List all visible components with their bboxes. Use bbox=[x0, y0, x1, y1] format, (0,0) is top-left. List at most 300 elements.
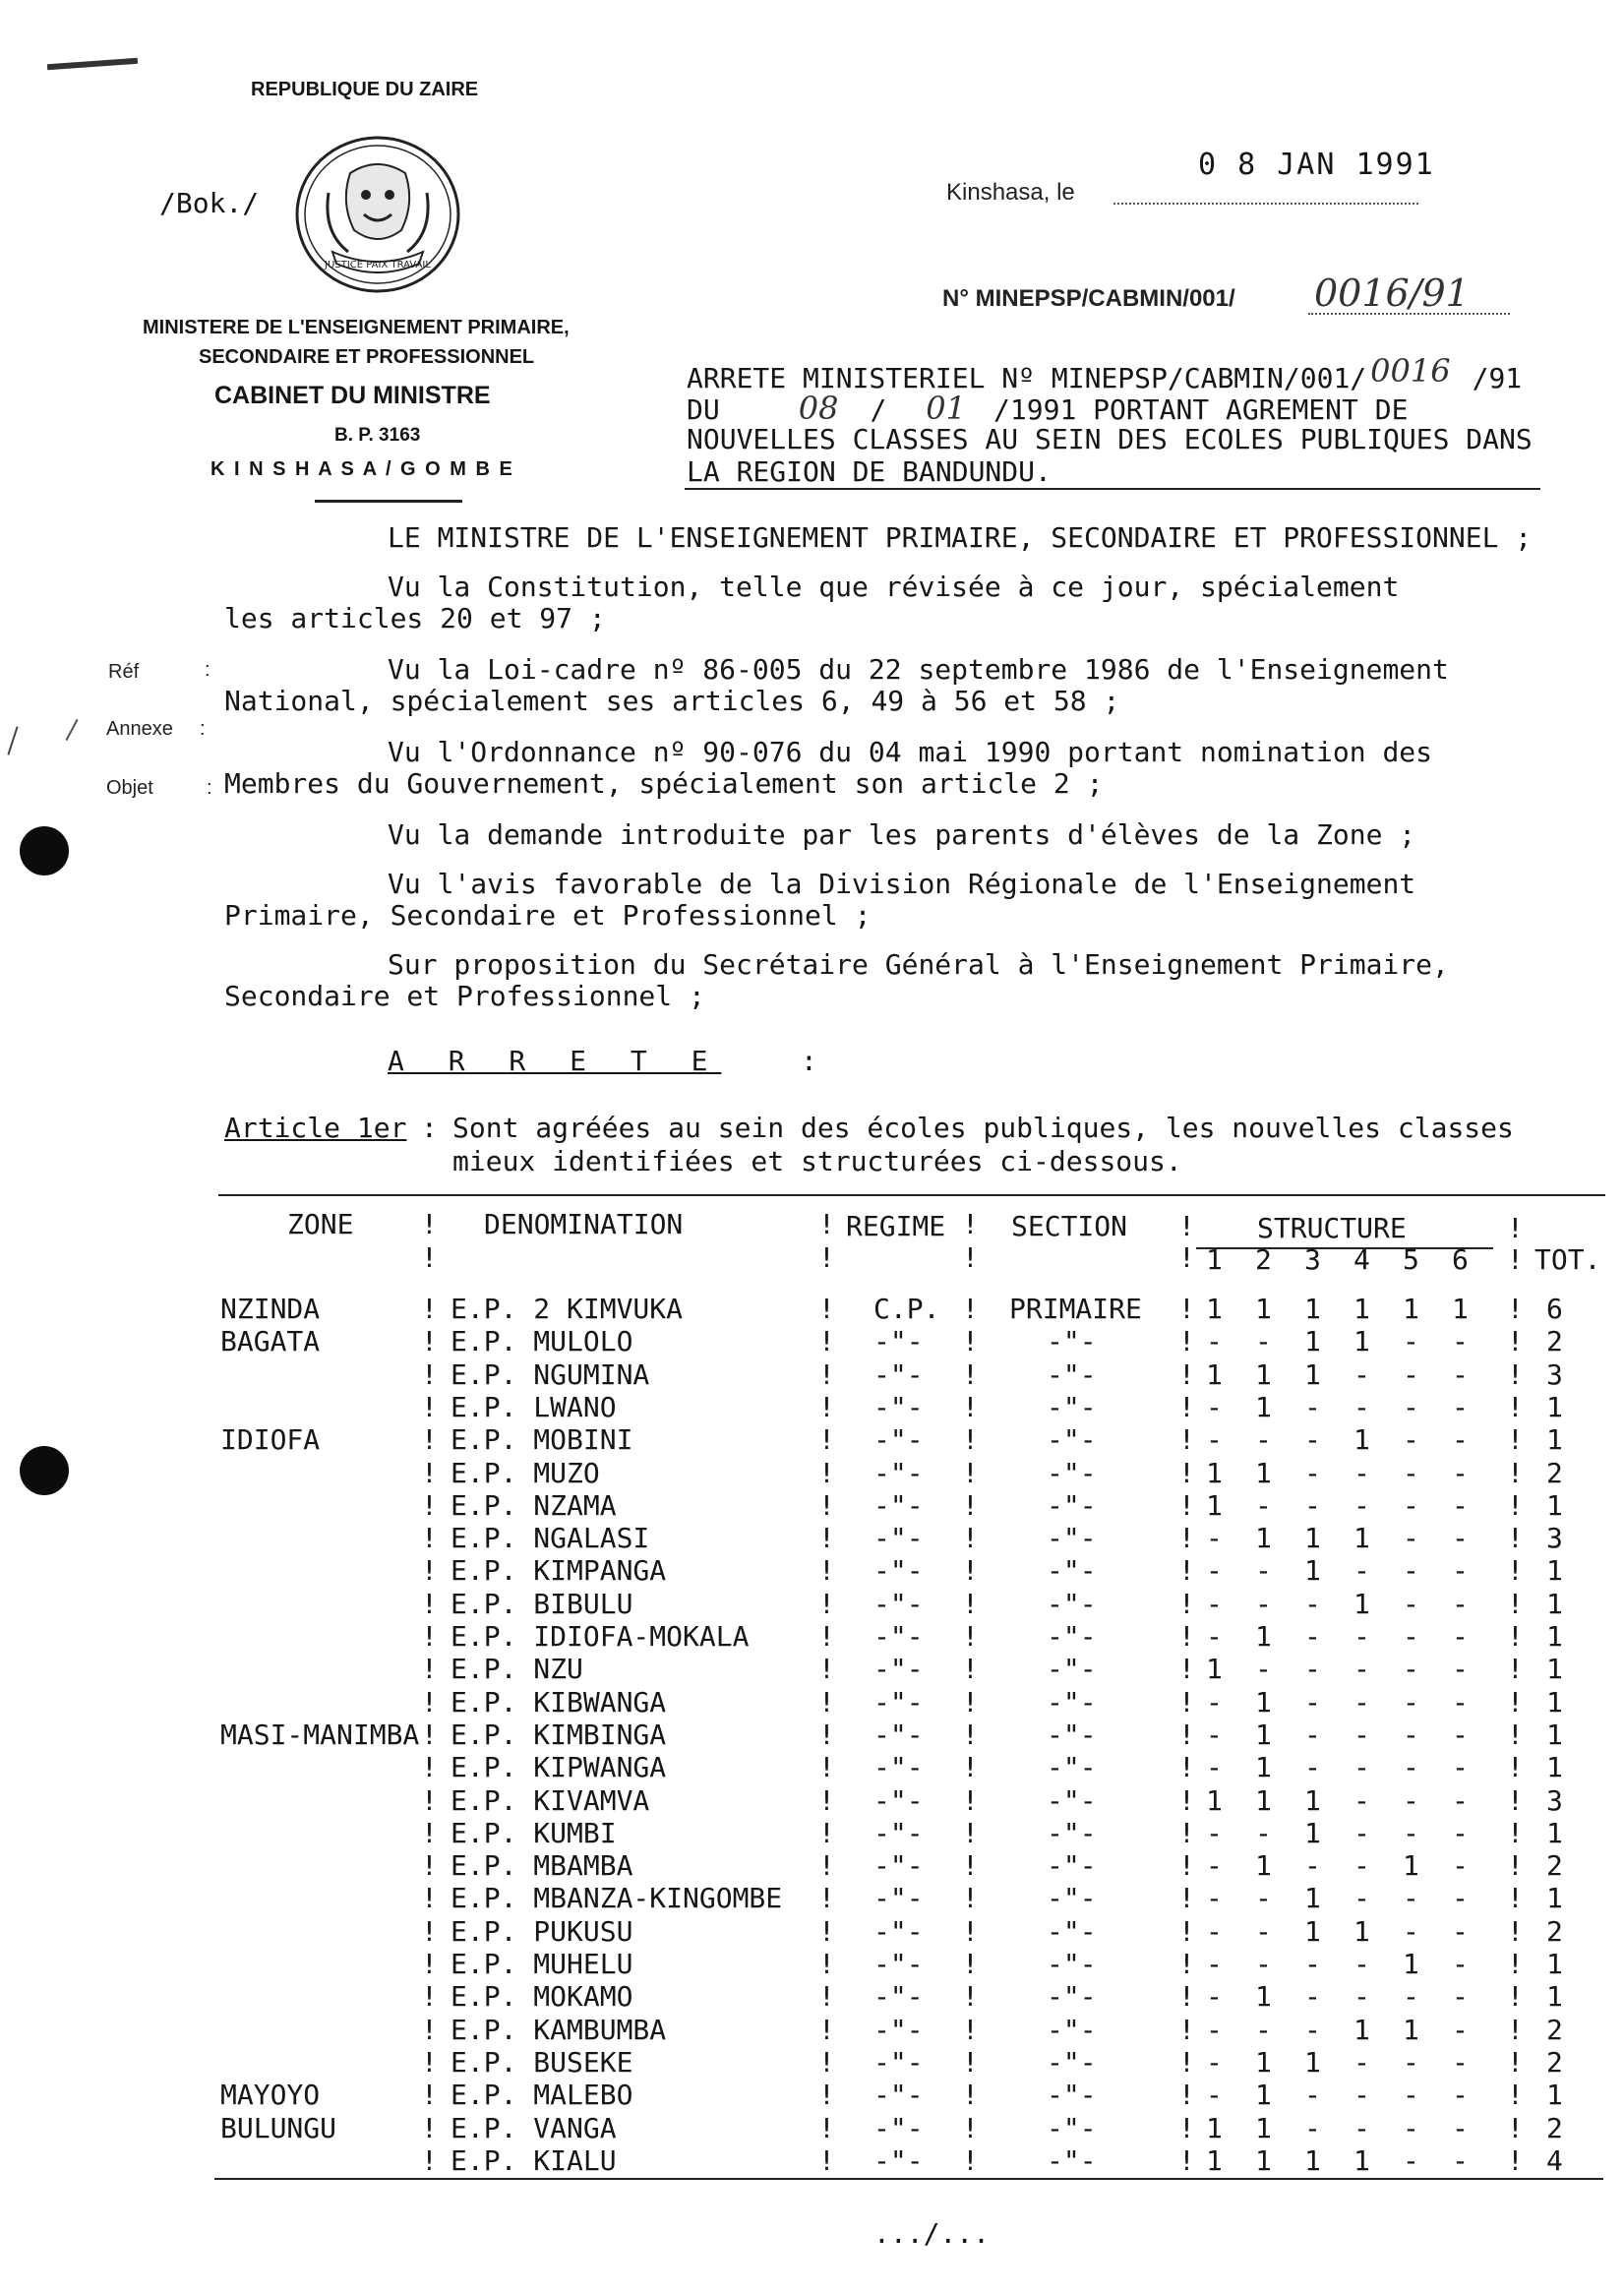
section-cell: -"- bbox=[1047, 1325, 1097, 1357]
article-colon: : bbox=[421, 1112, 438, 1144]
title-line-1-suffix: /91 bbox=[1472, 362, 1523, 394]
sep-cell: ! bbox=[1507, 2079, 1524, 2111]
total-cell: 2 bbox=[1546, 1325, 1563, 1357]
total-cell: 1 bbox=[1546, 1653, 1563, 1685]
sep-cell: ! bbox=[1178, 1325, 1195, 1357]
sep-cell: ! bbox=[962, 1588, 979, 1620]
sep-cell: ! bbox=[1178, 2112, 1195, 2144]
sep-cell: ! bbox=[1178, 2046, 1195, 2079]
structure-level-1-cell: - bbox=[1206, 1915, 1223, 1948]
structure-level-6-cell: - bbox=[1452, 1554, 1469, 1587]
sep-cell: ! bbox=[1507, 1686, 1524, 1719]
sep-cell: ! bbox=[818, 1980, 835, 2013]
margin-pen-mark bbox=[7, 726, 18, 754]
sep-cell: ! bbox=[1507, 1948, 1524, 1980]
structure-level-6-cell: - bbox=[1452, 1489, 1469, 1522]
place-date-dots bbox=[1113, 203, 1418, 205]
header-sep-2b: ! bbox=[818, 1241, 835, 1274]
preamble-1b: les articles 20 et 97 ; bbox=[224, 602, 606, 634]
arrete-heading: A R R E T E bbox=[388, 1045, 722, 1077]
sep-cell: ! bbox=[818, 1817, 835, 1849]
structure-level-5-cell: 1 bbox=[1403, 2014, 1419, 2046]
structure-level-5-cell: - bbox=[1403, 1719, 1419, 1751]
structure-level-2-cell: - bbox=[1255, 1325, 1272, 1357]
structure-level-6-cell: - bbox=[1452, 1948, 1469, 1980]
total-cell: 1 bbox=[1546, 1980, 1563, 2013]
section-cell: -"- bbox=[1047, 1948, 1097, 1980]
sep-cell: ! bbox=[962, 2014, 979, 2046]
header-sep-4: ! bbox=[1178, 1210, 1195, 1242]
structure-level-5-cell: - bbox=[1403, 1980, 1419, 2013]
denomination-cell: E.P. KIMPANGA bbox=[451, 1554, 667, 1587]
regime-cell: -"- bbox=[873, 1686, 924, 1719]
denomination-cell: E.P. LWANO bbox=[451, 1391, 617, 1423]
structure-level-3-cell: 1 bbox=[1304, 1554, 1321, 1587]
sep-cell: ! bbox=[1178, 1719, 1195, 1751]
structure-level-4-cell: - bbox=[1353, 1849, 1370, 1882]
structure-level-1-cell: 1 bbox=[1206, 1653, 1223, 1685]
section-cell: -"- bbox=[1047, 2144, 1097, 2177]
total-cell: 2 bbox=[1546, 2014, 1563, 2046]
table-bottom-rule bbox=[214, 2178, 1603, 2180]
structure-level-6-cell: - bbox=[1452, 1817, 1469, 1849]
regime-cell: -"- bbox=[873, 1948, 924, 1980]
structure-level-2-cell: 1 bbox=[1255, 1719, 1272, 1751]
structure-level-2-cell: 1 bbox=[1255, 2112, 1272, 2144]
sep-cell: ! bbox=[962, 1948, 979, 1980]
preamble-4: Vu la demande introduite par les parents d'élèves de la Zone ; bbox=[388, 818, 1416, 851]
structure-level-6-cell: - bbox=[1452, 1751, 1469, 1783]
structure-level-5-cell: - bbox=[1403, 1882, 1419, 1914]
denomination-cell: E.P. NGALASI bbox=[451, 1522, 650, 1554]
preamble-5a: Vu l'avis favorable de la Division Régionale de l'Enseignement bbox=[388, 868, 1416, 900]
title-day-handwritten: 08 bbox=[798, 390, 839, 427]
section-cell: -"- bbox=[1047, 2112, 1097, 2144]
denomination-cell: E.P. KIPWANGA bbox=[451, 1751, 667, 1783]
sep-cell: ! bbox=[818, 1653, 835, 1685]
structure-level-5-cell: - bbox=[1403, 1554, 1419, 1587]
zone-cell: IDIOFA bbox=[220, 1423, 321, 1456]
structure-level-6-cell: - bbox=[1452, 1719, 1469, 1751]
side-label-ref: Réf bbox=[108, 661, 140, 683]
sep-cell: ! bbox=[1178, 1784, 1195, 1817]
total-cell: 2 bbox=[1546, 2046, 1563, 2079]
sep-cell: ! bbox=[962, 1817, 979, 1849]
structure-level-2-cell: 1 bbox=[1255, 1358, 1272, 1391]
sep-cell: ! bbox=[962, 1489, 979, 1522]
structure-level-3-cell: 1 bbox=[1304, 1817, 1321, 1849]
section-cell: -"- bbox=[1047, 1554, 1097, 1587]
denomination-cell: E.P. MOKAMO bbox=[451, 1980, 633, 2013]
structure-level-1-cell: 1 bbox=[1206, 2144, 1223, 2177]
margin-pen-mark-2 bbox=[65, 719, 78, 741]
sep-cell: ! bbox=[421, 1325, 438, 1357]
sep-cell: ! bbox=[1178, 1588, 1195, 1620]
sep-cell: ! bbox=[1507, 1719, 1524, 1751]
structure-level-1-cell: - bbox=[1206, 2046, 1223, 2079]
structure-level-2-cell: 1 bbox=[1255, 1293, 1272, 1325]
structure-level-2-cell: 1 bbox=[1255, 2046, 1272, 2079]
regime-cell: -"- bbox=[873, 1423, 924, 1456]
structure-level-1-cell: - bbox=[1206, 1882, 1223, 1914]
section-cell: -"- bbox=[1047, 1849, 1097, 1882]
structure-level-5-cell: - bbox=[1403, 2046, 1419, 2079]
cabinet-title: CABINET DU MINISTRE bbox=[214, 382, 491, 409]
continuation-mark: .../... bbox=[873, 2217, 991, 2250]
structure-level-4-cell: - bbox=[1353, 1882, 1370, 1914]
article-text-2: mieux identifiées et structurées ci-dessous. bbox=[452, 1145, 1182, 1177]
structure-level-5-cell: - bbox=[1403, 1653, 1419, 1685]
regime-cell: -"- bbox=[873, 2079, 924, 2111]
sep-cell: ! bbox=[1507, 2144, 1524, 2177]
section-cell: -"- bbox=[1047, 2046, 1097, 2079]
preamble-5b: Primaire, Secondaire et Professionnel ; bbox=[224, 899, 872, 932]
header-level-1: 1 bbox=[1206, 1243, 1223, 1276]
structure-level-1-cell: - bbox=[1206, 1522, 1223, 1554]
side-label-ref-colon: : bbox=[205, 659, 211, 681]
structure-level-2-cell: - bbox=[1255, 1554, 1272, 1587]
sep-cell: ! bbox=[421, 2112, 438, 2144]
structure-level-2-cell: - bbox=[1255, 1817, 1272, 1849]
zone-cell: MAYOYO bbox=[220, 2079, 321, 2111]
sep-cell: ! bbox=[818, 1423, 835, 1456]
sep-cell: ! bbox=[1507, 1784, 1524, 1817]
structure-level-6-cell: - bbox=[1452, 1391, 1469, 1423]
total-cell: 6 bbox=[1546, 1293, 1563, 1325]
minister-line: LE MINISTRE DE L'ENSEIGNEMENT PRIMAIRE, SECONDAIRE ET PROFESSIONNEL ; bbox=[388, 521, 1533, 554]
sep-cell: ! bbox=[1178, 1358, 1195, 1391]
header-structure: STRUCTURE bbox=[1257, 1212, 1407, 1244]
structure-level-4-cell: - bbox=[1353, 1391, 1370, 1423]
structure-level-3-cell: - bbox=[1304, 1457, 1321, 1489]
denomination-cell: E.P. MOBINI bbox=[451, 1423, 633, 1456]
structure-level-5-cell: - bbox=[1403, 1817, 1419, 1849]
city-name: K I N S H A S A / G O M B E bbox=[211, 458, 514, 480]
denomination-cell: E.P. KIMBINGA bbox=[451, 1719, 667, 1751]
structure-level-5-cell: 1 bbox=[1403, 1948, 1419, 1980]
sep-cell: ! bbox=[962, 1849, 979, 1882]
header-regime: REGIME bbox=[846, 1210, 946, 1242]
regime-cell: -"- bbox=[873, 2014, 924, 2046]
preamble-1a: Vu la Constitution, telle que révisée à ce jour, spécialement bbox=[388, 571, 1400, 603]
structure-level-2-cell: - bbox=[1255, 1882, 1272, 1914]
regime-cell: -"- bbox=[873, 2112, 924, 2144]
title-line-2-suffix: /1991 PORTANT AGREMENT DE bbox=[993, 393, 1409, 426]
sep-cell: ! bbox=[421, 1358, 438, 1391]
denomination-cell: E.P. KIBWANGA bbox=[451, 1686, 667, 1719]
sep-cell: ! bbox=[421, 1522, 438, 1554]
sep-cell: ! bbox=[1178, 1489, 1195, 1522]
sep-cell: ! bbox=[818, 1849, 835, 1882]
regime-cell: -"- bbox=[873, 2144, 924, 2177]
structure-level-6-cell: - bbox=[1452, 2014, 1469, 2046]
side-label-annexe-colon: : bbox=[200, 718, 206, 740]
denomination-cell: E.P. MBAMBA bbox=[451, 1849, 633, 1882]
total-cell: 1 bbox=[1546, 1817, 1563, 1849]
structure-level-2-cell: - bbox=[1255, 1423, 1272, 1456]
denomination-cell: E.P. MUZO bbox=[451, 1457, 600, 1489]
header-denomination: DENOMINATION bbox=[484, 1208, 684, 1240]
sep-cell: ! bbox=[1178, 1817, 1195, 1849]
sep-cell: ! bbox=[1507, 1588, 1524, 1620]
structure-level-2-cell: 1 bbox=[1255, 1522, 1272, 1554]
sep-cell: ! bbox=[421, 1293, 438, 1325]
structure-level-3-cell: - bbox=[1304, 1948, 1321, 1980]
denomination-cell: E.P. 2 KIMVUKA bbox=[451, 1293, 684, 1325]
title-line-2 bbox=[687, 390, 1408, 427]
structure-level-5-cell: - bbox=[1403, 1391, 1419, 1423]
section-cell: PRIMAIRE bbox=[1009, 1293, 1142, 1325]
structure-level-1-cell: - bbox=[1206, 1719, 1223, 1751]
structure-level-2-cell: - bbox=[1255, 2014, 1272, 2046]
structure-level-4-cell: 1 bbox=[1353, 1588, 1370, 1620]
header-sep-1: ! bbox=[421, 1208, 438, 1240]
sep-cell: ! bbox=[421, 1391, 438, 1423]
regime-cell: -"- bbox=[873, 1751, 924, 1783]
sep-cell: ! bbox=[421, 1882, 438, 1914]
seal-motto: JUSTICE PAIX TRAVAIL bbox=[325, 260, 431, 271]
denomination-cell: E.P. PUKUSU bbox=[451, 1915, 633, 1948]
sep-cell: ! bbox=[962, 1325, 979, 1357]
sep-cell: ! bbox=[1507, 1751, 1524, 1783]
total-cell: 2 bbox=[1546, 1849, 1563, 1882]
section-cell: -"- bbox=[1047, 1457, 1097, 1489]
structure-level-3-cell: 1 bbox=[1304, 2046, 1321, 2079]
structure-level-1-cell: - bbox=[1206, 1980, 1223, 2013]
denomination-cell: E.P. NZAMA bbox=[451, 1489, 617, 1522]
sep-cell: ! bbox=[1507, 1325, 1524, 1357]
sep-cell: ! bbox=[421, 1849, 438, 1882]
sep-cell: ! bbox=[1178, 1686, 1195, 1719]
sep-cell: ! bbox=[1178, 1849, 1195, 1882]
structure-level-1-cell: - bbox=[1206, 1686, 1223, 1719]
preamble-2a: Vu la Loi-cadre nº 86-005 du 22 septembre 1986 de l'Enseignement bbox=[388, 653, 1449, 686]
sep-cell: ! bbox=[818, 1915, 835, 1948]
section-cell: -"- bbox=[1047, 1817, 1097, 1849]
total-cell: 3 bbox=[1546, 1784, 1563, 1817]
section-cell: -"- bbox=[1047, 1588, 1097, 1620]
structure-level-4-cell: - bbox=[1353, 1457, 1370, 1489]
total-cell: 2 bbox=[1546, 1457, 1563, 1489]
sep-cell: ! bbox=[962, 1653, 979, 1685]
structure-level-2-cell: 1 bbox=[1255, 1784, 1272, 1817]
sep-cell: ! bbox=[818, 1457, 835, 1489]
header-sep-4b: ! bbox=[1178, 1241, 1195, 1274]
structure-level-1-cell: - bbox=[1206, 2079, 1223, 2111]
structure-level-1-cell: - bbox=[1206, 1948, 1223, 1980]
structure-level-1-cell: 1 bbox=[1206, 1457, 1223, 1489]
structure-level-4-cell: 1 bbox=[1353, 2144, 1370, 2177]
header-level-4: 4 bbox=[1353, 1243, 1370, 1276]
preamble-2b: National, spécialement ses articles 6, 49 à 56 et 58 ; bbox=[224, 685, 1120, 717]
structure-level-6-cell: - bbox=[1452, 2079, 1469, 2111]
structure-level-6-cell: - bbox=[1452, 1522, 1469, 1554]
structure-level-5-cell: - bbox=[1403, 1620, 1419, 1653]
sep-cell: ! bbox=[421, 1489, 438, 1522]
structure-level-2-cell: 1 bbox=[1255, 1457, 1272, 1489]
sep-cell: ! bbox=[962, 1457, 979, 1489]
regime-cell: -"- bbox=[873, 1457, 924, 1489]
structure-level-2-cell: - bbox=[1255, 1489, 1272, 1522]
structure-level-5-cell: - bbox=[1403, 1325, 1419, 1357]
structure-level-4-cell: 1 bbox=[1353, 1325, 1370, 1357]
structure-level-1-cell: - bbox=[1206, 2014, 1223, 2046]
total-cell: 1 bbox=[1546, 1751, 1563, 1783]
structure-level-5-cell: - bbox=[1403, 1588, 1419, 1620]
structure-level-6-cell: - bbox=[1452, 2046, 1469, 2079]
structure-level-3-cell: - bbox=[1304, 1849, 1321, 1882]
sep-cell: ! bbox=[421, 1948, 438, 1980]
structure-level-1-cell: - bbox=[1206, 1391, 1223, 1423]
sep-cell: ! bbox=[421, 2046, 438, 2079]
sep-cell: ! bbox=[1507, 1358, 1524, 1391]
structure-level-6-cell: - bbox=[1452, 1653, 1469, 1685]
total-cell: 2 bbox=[1546, 2112, 1563, 2144]
structure-level-6-cell: - bbox=[1452, 1457, 1469, 1489]
sep-cell: ! bbox=[818, 2079, 835, 2111]
sep-cell: ! bbox=[962, 2079, 979, 2111]
structure-level-3-cell: 1 bbox=[1304, 2144, 1321, 2177]
denomination-cell: E.P. KIVAMVA bbox=[451, 1784, 650, 1817]
denomination-cell: E.P. NGUMINA bbox=[451, 1358, 650, 1391]
regime-cell: -"- bbox=[873, 1817, 924, 1849]
total-cell: 4 bbox=[1546, 2144, 1563, 2177]
header-level-2: 2 bbox=[1255, 1243, 1272, 1276]
regime-cell: -"- bbox=[873, 1391, 924, 1423]
sep-cell: ! bbox=[962, 1391, 979, 1423]
sep-cell: ! bbox=[1178, 1457, 1195, 1489]
total-cell: 1 bbox=[1546, 1423, 1563, 1456]
sep-cell: ! bbox=[1507, 1293, 1524, 1325]
sep-cell: ! bbox=[1507, 1653, 1524, 1685]
sep-cell: ! bbox=[421, 1686, 438, 1719]
reference-number-dots bbox=[1308, 313, 1510, 315]
structure-level-1-cell: - bbox=[1206, 1588, 1223, 1620]
structure-level-3-cell: - bbox=[1304, 1719, 1321, 1751]
section-cell: -"- bbox=[1047, 1686, 1097, 1719]
structure-level-6-cell: - bbox=[1452, 1588, 1469, 1620]
regime-cell: -"- bbox=[873, 1719, 924, 1751]
structure-level-2-cell: 1 bbox=[1255, 1391, 1272, 1423]
structure-level-2-cell: 1 bbox=[1255, 1686, 1272, 1719]
header-level-5: 5 bbox=[1403, 1243, 1419, 1276]
side-label-annexe: Annexe bbox=[106, 718, 173, 740]
structure-level-4-cell: - bbox=[1353, 1948, 1370, 1980]
sep-cell: ! bbox=[1178, 1554, 1195, 1587]
structure-level-1-cell: - bbox=[1206, 1817, 1223, 1849]
sep-cell: ! bbox=[818, 2112, 835, 2144]
sep-cell: ! bbox=[1507, 2046, 1524, 2079]
denomination-cell: E.P. BIBULU bbox=[451, 1588, 633, 1620]
sep-cell: ! bbox=[1507, 1620, 1524, 1653]
section-cell: -"- bbox=[1047, 1358, 1097, 1391]
sep-cell: ! bbox=[962, 1882, 979, 1914]
structure-level-4-cell: 1 bbox=[1353, 1423, 1370, 1456]
structure-level-1-cell: 1 bbox=[1206, 1784, 1223, 1817]
sep-cell: ! bbox=[1178, 1915, 1195, 1948]
punch-hole-top bbox=[20, 826, 69, 875]
structure-level-6-cell: 1 bbox=[1452, 1293, 1469, 1325]
header-sep-3b: ! bbox=[962, 1241, 979, 1274]
structure-level-2-cell: - bbox=[1255, 1915, 1272, 1948]
sep-cell: ! bbox=[962, 1784, 979, 1817]
structure-level-3-cell: - bbox=[1304, 2112, 1321, 2144]
structure-level-6-cell: - bbox=[1452, 1423, 1469, 1456]
total-cell: 3 bbox=[1546, 1522, 1563, 1554]
sep-cell: ! bbox=[818, 1751, 835, 1783]
sep-cell: ! bbox=[962, 1293, 979, 1325]
structure-level-6-cell: - bbox=[1452, 1784, 1469, 1817]
structure-level-4-cell: - bbox=[1353, 1784, 1370, 1817]
structure-level-4-cell: 1 bbox=[1353, 1293, 1370, 1325]
sep-cell: ! bbox=[962, 1522, 979, 1554]
structure-level-1-cell: - bbox=[1206, 1751, 1223, 1783]
total-cell: 1 bbox=[1546, 1391, 1563, 1423]
title-line-2-prefix: DU bbox=[687, 393, 720, 426]
reference-number-label: N° MINEPSP/CABMIN/001/ bbox=[942, 285, 1235, 312]
sep-cell: ! bbox=[1507, 1554, 1524, 1587]
structure-level-4-cell: - bbox=[1353, 2112, 1370, 2144]
total-cell: 1 bbox=[1546, 1686, 1563, 1719]
sep-cell: ! bbox=[818, 1391, 835, 1423]
side-label-objet-colon: : bbox=[207, 777, 212, 799]
sep-cell: ! bbox=[1178, 2144, 1195, 2177]
structure-level-5-cell: - bbox=[1403, 2112, 1419, 2144]
sep-cell: ! bbox=[421, 1817, 438, 1849]
structure-level-6-cell: - bbox=[1452, 1358, 1469, 1391]
regime-cell: -"- bbox=[873, 1980, 924, 2013]
structure-level-3-cell: 1 bbox=[1304, 1293, 1321, 1325]
section-cell: -"- bbox=[1047, 1620, 1097, 1653]
header-sep-5: ! bbox=[1507, 1212, 1524, 1244]
sep-cell: ! bbox=[1507, 1882, 1524, 1914]
section-cell: -"- bbox=[1047, 1423, 1097, 1456]
sep-cell: ! bbox=[1178, 1391, 1195, 1423]
denomination-cell: E.P. NZU bbox=[451, 1653, 583, 1685]
structure-level-6-cell: - bbox=[1452, 1325, 1469, 1357]
structure-level-3-cell: - bbox=[1304, 2014, 1321, 2046]
structure-level-4-cell: - bbox=[1353, 1554, 1370, 1587]
header-sep-3: ! bbox=[962, 1208, 979, 1240]
sep-cell: ! bbox=[421, 1554, 438, 1587]
structure-level-3-cell: 1 bbox=[1304, 1522, 1321, 1554]
zone-cell: BULUNGU bbox=[220, 2112, 337, 2144]
structure-level-4-cell: - bbox=[1353, 1489, 1370, 1522]
regime-cell: -"- bbox=[873, 1653, 924, 1685]
sep-cell: ! bbox=[421, 1915, 438, 1948]
section-cell: -"- bbox=[1047, 1719, 1097, 1751]
structure-level-3-cell: 1 bbox=[1304, 1784, 1321, 1817]
ministry-line-1: MINISTERE DE L'ENSEIGNEMENT PRIMAIRE, bbox=[143, 317, 570, 338]
sep-cell: ! bbox=[421, 2079, 438, 2111]
sep-cell: ! bbox=[421, 2014, 438, 2046]
structure-level-1-cell: 1 bbox=[1206, 2112, 1223, 2144]
structure-level-3-cell: - bbox=[1304, 1489, 1321, 1522]
sep-cell: ! bbox=[1507, 1522, 1524, 1554]
structure-level-4-cell: - bbox=[1353, 1751, 1370, 1783]
sep-cell: ! bbox=[1507, 1980, 1524, 2013]
sep-cell: ! bbox=[1507, 1849, 1524, 1882]
structure-level-4-cell: - bbox=[1353, 2079, 1370, 2111]
regime-cell: C.P. bbox=[873, 1293, 940, 1325]
zone-cell: BAGATA bbox=[220, 1325, 321, 1357]
postal-box: B. P. 3163 bbox=[334, 425, 421, 446]
structure-level-6-cell: - bbox=[1452, 1915, 1469, 1948]
sep-cell: ! bbox=[818, 2046, 835, 2079]
structure-level-1-cell: - bbox=[1206, 1554, 1223, 1587]
denomination-cell: E.P. MALEBO bbox=[451, 2079, 633, 2111]
sep-cell: ! bbox=[818, 1293, 835, 1325]
